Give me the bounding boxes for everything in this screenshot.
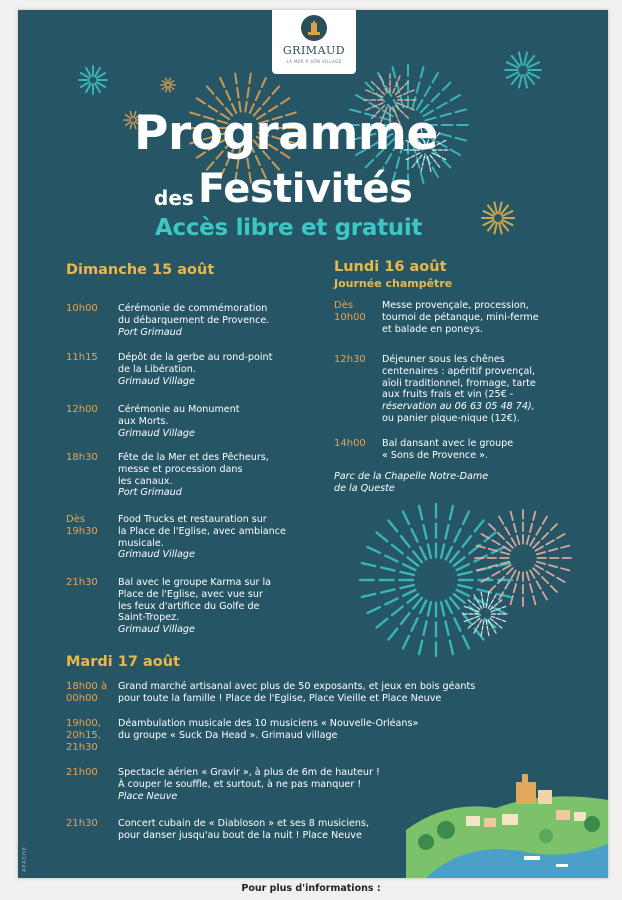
event-line: Grand marché artisanal avec plus de 50 exposants, et jeux en bois géants [118,681,476,692]
event-time: 11h15 [66,352,98,363]
firework-ray [169,87,171,92]
event-place: Port Grimaud [118,487,182,499]
firework-ray [380,76,387,93]
firework-ray [162,86,166,89]
event-place: Grimaud Village [118,549,195,561]
event-time: Dès 19h30 [66,514,98,537]
event-line: messe et procession dans [118,463,243,475]
event-line: du débarquement de Provence. [118,314,270,326]
event-line: Concert cubain de « Diabloson » et ses 8 musiciens, [118,818,370,829]
event-line: Bal avec le groupe Karma sur la [118,577,272,588]
event-line: de la Libération. [118,363,196,375]
event-line: aux Morts. [118,415,169,427]
event-line: Cérémonie au Monument [118,404,240,415]
event-time: 14h00 [334,438,366,449]
event-item [334,438,513,462]
event-line: pour toute la famille ! Place de l'Eglise, Place Vieille et Place Neuve [118,692,442,704]
event-item [66,681,475,705]
brand-name: GRIMAUD [282,44,346,57]
poster [18,10,608,878]
footer-info: Pour plus d'informations : [241,883,381,894]
firework-ray [166,78,168,83]
event-line: « Sons de Provence ». [382,449,489,461]
firework-ray [81,73,89,78]
event-time: 18h30 [66,452,98,463]
venue-monday [334,471,488,495]
event-time: Dès 10h00 [334,300,366,323]
event-desc [382,438,513,462]
firework-ray [519,52,522,64]
event-line: pour danser jusqu'au bout de la nuit ! Place Neuve [118,829,362,841]
firework-ray [494,202,496,213]
event-item [66,452,269,499]
event-item [334,300,539,335]
event-desc [118,718,418,754]
event-time: 19h00, 20h15, 21h30 [66,718,101,753]
event-line: À couper le souffle, et surtout, à ne pas manquer ! [118,778,362,790]
event-desc [118,577,271,636]
event-desc [382,300,539,335]
event-time: 21h00 [66,767,98,778]
firework-ray [126,122,131,126]
event-line: Déambulation musicale des 10 musiciens « Nouvelle-Orléans» [118,718,419,729]
venue-line: Parc de la Chapelle Notre-Dame [334,471,489,482]
day-heading-tuesday: Mardi 17 août [66,654,180,670]
event-line: Bal dansant avec le groupe [382,438,514,449]
firework-ray [86,68,91,76]
firework-ray [524,52,527,64]
subtitle: Accès libre et gratuit [155,215,423,241]
firework-ray [97,82,105,87]
event-line: ou panier pique-nique (12€). [382,412,520,424]
event-desc [118,404,240,439]
event-time: 18h00 à 00h00 [66,681,108,704]
event-line: Dépôt de la gerbe au rond-point [118,352,273,363]
day-heading-sunday: Dimanche 15 août [66,262,215,278]
event-time: 21h30 [66,577,98,588]
event-desc [382,354,536,425]
village-illustration [406,760,608,878]
event-time: 21h30 [66,818,98,829]
firework-ray [499,202,501,213]
side-print-apache: APACHE [22,846,28,872]
firework-ray [170,81,174,84]
event-line: et balade en poneys. [382,323,483,335]
event-desc [118,818,369,842]
event-line: réservation au 06 63 05 48 74), [382,401,535,413]
event-line: musicale. [118,537,164,549]
event-time: 12h00 [66,404,98,415]
event-item [66,404,240,439]
event-line: Fête de la Mer et des Pêcheurs, [118,452,269,463]
event-line: Cérémonie de commémoration [118,303,268,314]
event-desc [118,514,286,561]
event-desc [118,303,269,338]
firework-ray [494,223,496,234]
event-desc [118,767,380,802]
tower-icon [300,14,328,42]
event-item [66,767,380,802]
firework-ray [166,87,168,92]
firework-ray [524,75,527,87]
event-desc [118,452,269,499]
event-place: Grimaud Village [118,427,195,439]
event-place: Grimaud Village [118,624,195,636]
firework-ray [97,73,105,78]
event-line: Messe provençale, procession, [382,300,529,311]
event-item [66,514,286,561]
event-item [66,577,271,636]
event-desc [118,681,475,705]
event-line: tournoi de pétanque, mini-ferme [382,311,539,323]
firework-ray [95,84,100,92]
event-line: aïoli traditionnel, fromage, tarte [382,377,536,389]
event-line: les canaux. [118,475,173,487]
event-item [66,352,272,387]
event-item [66,818,369,842]
event-line: Place de l'Eglise, avec vue sur [118,588,263,600]
firework-ray [366,90,383,97]
event-item [66,718,418,754]
event-line: Saint-Tropez. [118,612,180,624]
firework-ray [130,111,132,117]
event-place: Port Grimaud [118,326,182,338]
event-item [66,303,269,338]
event-line: la Place de l'Eglise, avec ambiance [118,525,286,537]
firework-ray [533,568,557,592]
event-line: Food Trucks et restauration sur [118,514,267,525]
event-time: 10h00 [66,303,98,314]
firework-ray [95,68,100,76]
event-line: Place Neuve [118,790,178,802]
firework-ray [86,84,91,92]
event-line: du groupe « Suck Da Head ». Grimaud village [118,729,338,741]
firework-ray [81,82,89,87]
firework-ray [126,115,131,119]
title-line2-small: des [154,186,194,210]
firework-ray [481,620,484,635]
firework-ray [162,81,166,84]
firework-ray [519,75,522,87]
day-subheading-monday: Journée champêtre [334,277,453,290]
event-line: Déjeuner sous les chênes [382,354,505,365]
venue-line: de la Queste [334,482,395,494]
firework-ray [169,78,171,83]
event-line: les feux d'artifice du Golfe de [118,600,260,612]
firework-ray [170,86,174,89]
event-place: Grimaud Village [118,375,195,387]
event-line: aux fruits frais et vin (25€ - [382,389,514,401]
title-line2-big: Festivités [198,166,413,212]
brand-tagline: LA MER À SON VILLAGE [286,59,342,64]
firework-ray [481,592,484,607]
firework-ray [533,524,557,548]
firework-ray [417,73,438,109]
event-time: 12h30 [334,354,366,365]
firework-ray [130,123,132,129]
event-line: Spectacle aérien « Gravir », à plus de 6m de hauteur ! [118,767,380,778]
grimaud-logo [272,10,356,74]
title-line1: Programme [134,106,438,161]
day-heading-monday: Lundi 16 août [334,259,447,275]
firework-ray [499,223,501,234]
event-item [334,354,536,425]
event-line: centenaires : apéritif provençal, [382,365,536,377]
event-desc [118,352,272,387]
